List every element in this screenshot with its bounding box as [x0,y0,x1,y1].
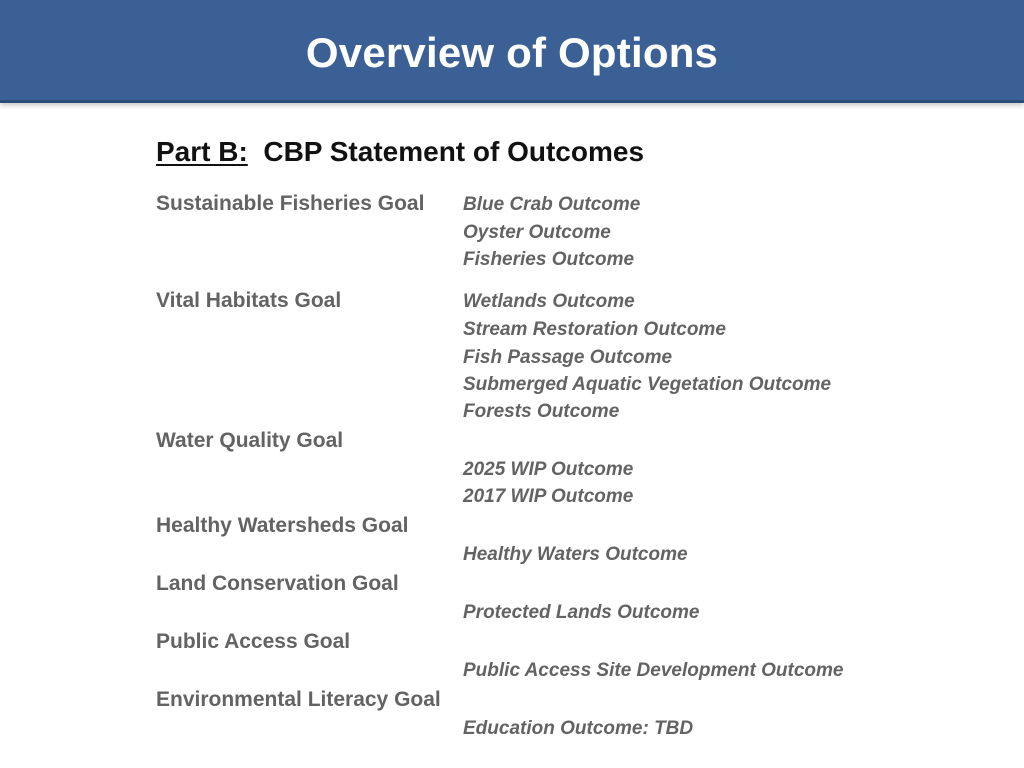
goal-environmental-literacy: Environmental Literacy Goal [156,688,441,711]
outcome-healthy-waters: Healthy Waters Outcome [463,544,688,565]
section-heading [156,132,644,172]
outcome-2025-wip: 2025 WIP Outcome [463,459,634,480]
goal-water-quality: Water Quality Goal [156,429,344,452]
outcome-blue-crab: Blue Crab Outcome [463,194,641,215]
outcome-2017-wip: 2017 WIP Outcome [463,486,634,507]
part-label: Part B: [156,136,248,167]
outcome-public-access-site-development: Public Access Site Development Outcome [463,660,844,681]
goal-vital-habitats: Vital Habitats Goal [156,289,342,312]
outcome-fish-passage: Fish Passage Outcome [463,347,673,368]
outcome-forests: Forests Outcome [463,401,620,422]
part-title: CBP Statement of Outcomes [263,136,645,167]
outcome-stream-restoration: Stream Restoration Outcome [463,319,726,340]
outcome-fisheries: Fisheries Outcome [463,249,635,270]
outcome-submerged-aquatic-vegetation: Submerged Aquatic Vegetation Outcome [463,374,832,395]
outcome-protected-lands: Protected Lands Outcome [463,602,700,623]
title-bar [0,0,1024,103]
outcome-oyster: Oyster Outcome [463,222,611,243]
goal-sustainable-fisheries: Sustainable Fisheries Goal [156,192,425,215]
outcome-wetlands: Wetlands Outcome [463,291,635,312]
goal-public-access: Public Access Goal [156,630,351,653]
goal-land-conservation: Land Conservation Goal [156,572,399,595]
outcome-education: Education Outcome: TBD [463,718,694,739]
goal-healthy-watersheds: Healthy Watersheds Goal [156,514,409,537]
slide-title: Overview of Options [305,29,719,76]
